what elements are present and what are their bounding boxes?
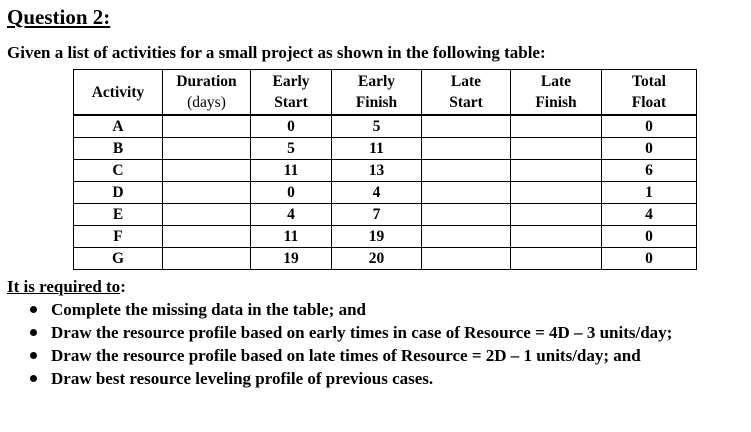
cell-duration [163,226,251,248]
cell-total-float: 4 [602,204,697,226]
table-row [74,138,697,160]
cell-duration [163,115,251,138]
table-row [74,160,697,182]
cell-duration [163,138,251,160]
cell-early-start: 5 [251,138,332,160]
cell-activity: D [74,182,163,204]
cell-late-finish [511,182,602,204]
cell-activity: C [74,160,163,182]
table-row [74,182,697,204]
requirements-list [0,298,672,390]
cell-early-finish: 5 [332,115,422,138]
cell-late-start [422,160,511,182]
cell-early-finish: 13 [332,160,422,182]
list-item: Draw the resource profile based on early times in case of Resource = 4D – 3 units/day; [0,321,672,344]
table-row [74,226,697,248]
cell-late-finish [511,160,602,182]
cell-late-start [422,115,511,138]
bullet-icon [30,306,37,313]
list-item: Draw the resource profile based on late times of Resource = 2D – 1 units/day; and [0,344,672,367]
activity-table [73,69,697,270]
cell-early-finish: 20 [332,248,422,270]
cell-early-finish: 4 [332,182,422,204]
cell-total-float: 0 [602,248,697,270]
cell-late-finish [511,248,602,270]
cell-activity: G [74,248,163,270]
table-header-row [74,70,697,116]
cell-duration [163,248,251,270]
cell-late-finish [511,204,602,226]
table-row [74,204,697,226]
list-item: Draw best resource leveling profile of previous cases. [0,367,672,390]
cell-total-float: 1 [602,182,697,204]
cell-total-float: 0 [602,138,697,160]
cell-early-start: 11 [251,226,332,248]
cell-activity: F [74,226,163,248]
cell-total-float: 0 [602,115,697,138]
cell-early-start: 11 [251,160,332,182]
header-late-start: Late Start [422,70,511,116]
cell-late-start [422,204,511,226]
bullet-icon [30,329,37,336]
cell-late-finish [511,138,602,160]
bullet-icon [30,352,37,359]
cell-early-finish: 7 [332,204,422,226]
requirements-heading [7,276,126,298]
cell-late-finish [511,226,602,248]
cell-early-start: 19 [251,248,332,270]
requirements-label: It is required to [7,277,121,296]
question-intro: Given a list of activities for a small project as shown in the following table: [7,43,546,62]
table-row [74,115,697,138]
header-late-finish: Late Finish [511,70,602,116]
header-total-float: Total Float [602,70,697,116]
header-duration: Duration (days) [163,70,251,116]
cell-late-start [422,182,511,204]
cell-activity: E [74,204,163,226]
cell-activity: A [74,115,163,138]
requirements-colon: : [120,277,126,296]
list-item: Complete the missing data in the table; and [0,298,672,321]
header-early-start: Early Start [251,70,332,116]
cell-late-start [422,138,511,160]
cell-early-start: 0 [251,182,332,204]
cell-activity: B [74,138,163,160]
header-early-finish: Early Finish [332,70,422,116]
cell-late-finish [511,115,602,138]
cell-early-start: 4 [251,204,332,226]
cell-late-start [422,248,511,270]
cell-total-float: 0 [602,226,697,248]
cell-late-start [422,226,511,248]
cell-duration [163,182,251,204]
cell-early-finish: 19 [332,226,422,248]
question-title: Question 2: [7,5,111,29]
header-activity: Activity [74,70,163,116]
table-row [74,248,697,270]
cell-duration [163,204,251,226]
cell-early-start: 0 [251,115,332,138]
bullet-icon [30,375,37,382]
cell-early-finish: 11 [332,138,422,160]
cell-total-float: 6 [602,160,697,182]
cell-duration [163,160,251,182]
